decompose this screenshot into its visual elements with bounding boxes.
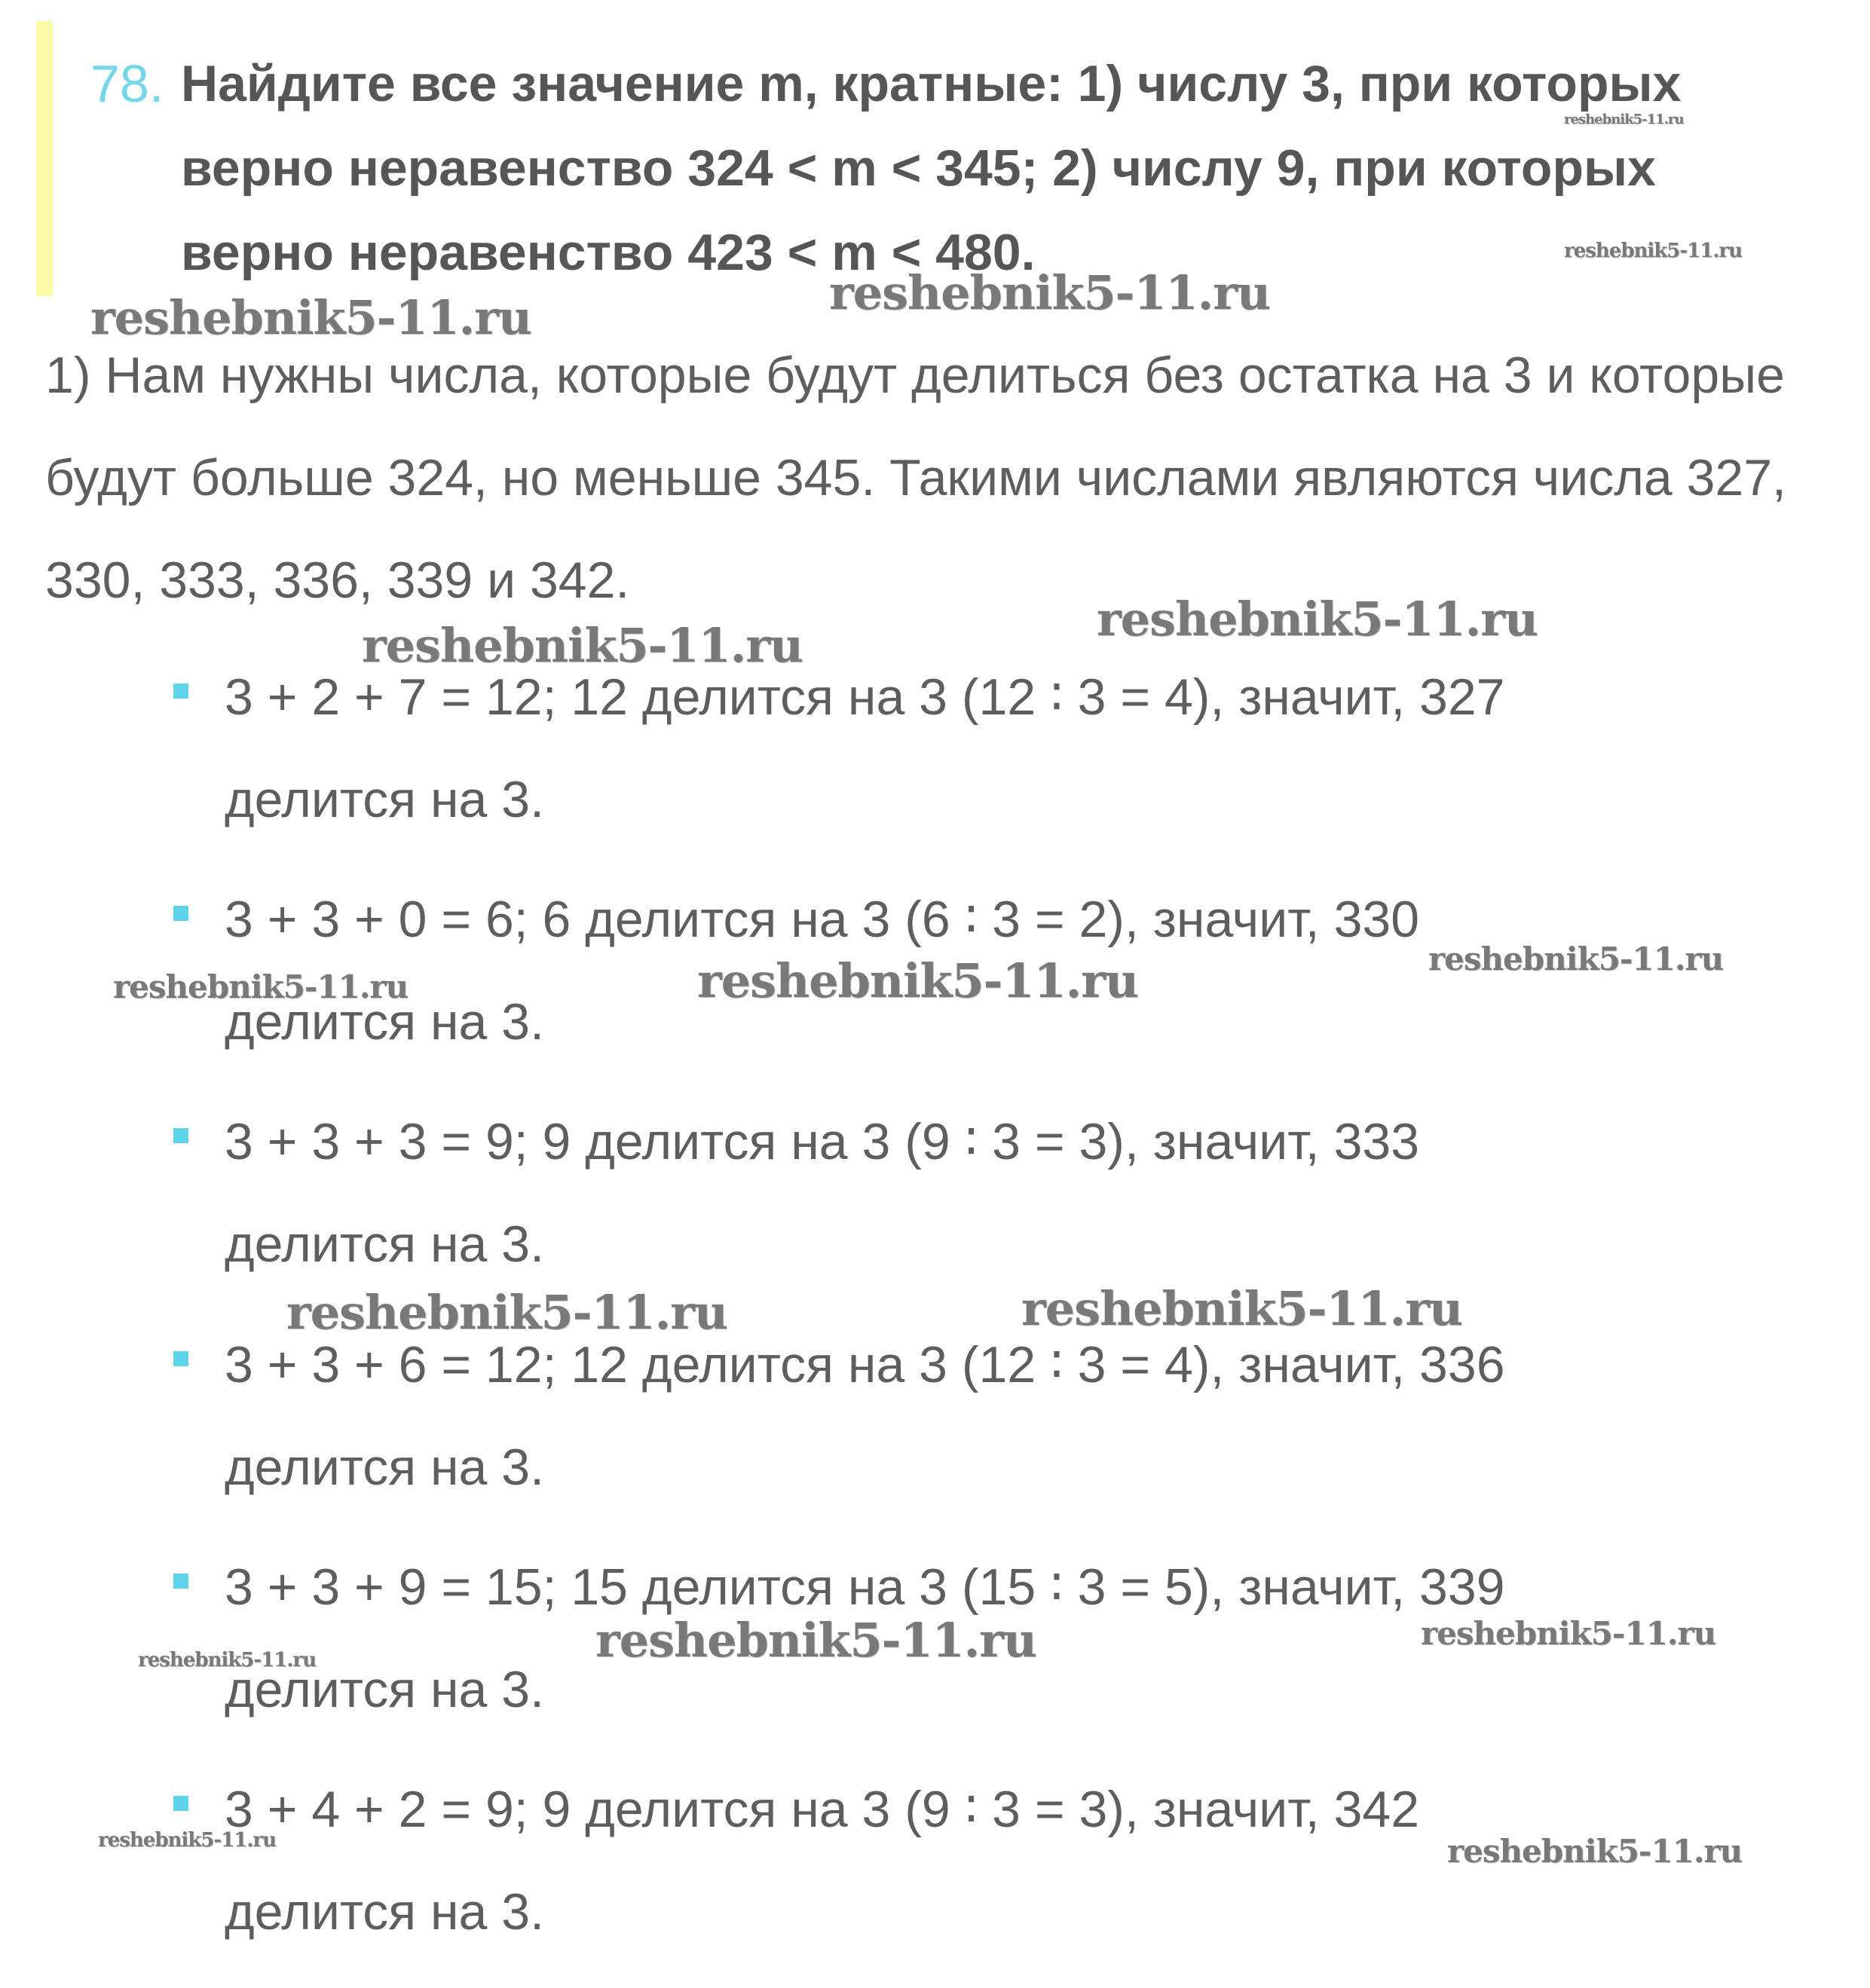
watermark: reshebnik5-11.ru bbox=[113, 968, 409, 1005]
bullet-icon bbox=[173, 1128, 188, 1143]
watermark: reshebnik5-11.ru bbox=[1097, 592, 1538, 647]
watermark: reshebnik5-11.ru bbox=[138, 1649, 317, 1671]
task-number: 78. bbox=[90, 54, 164, 113]
bullet-icon bbox=[173, 684, 188, 699]
watermark: reshebnik5-11.ru bbox=[1428, 940, 1724, 977]
list-item-line2: делится на 3. bbox=[225, 1883, 544, 1941]
list-item bbox=[225, 646, 1732, 851]
watermark: reshebnik5-11.ru bbox=[1421, 1615, 1716, 1652]
bullet-icon bbox=[173, 906, 188, 921]
watermark: reshebnik5-11.ru bbox=[90, 290, 531, 345]
list-item-line2: делится на 3. bbox=[225, 1661, 544, 1718]
watermark: reshebnik5-11.ru bbox=[1564, 112, 1684, 127]
list-item-line2: делится на 3. bbox=[225, 993, 544, 1051]
bullet-icon bbox=[173, 1574, 188, 1589]
bullet-icon bbox=[173, 1796, 188, 1811]
list-item-line2: делится на 3. bbox=[225, 1439, 544, 1496]
list-item bbox=[225, 1314, 1732, 1519]
list-item-line1: 3 + 2 + 7 = 12; 12 делится на 3 (12 ∶ 3 = 4), значит, 327 bbox=[225, 668, 1505, 726]
watermark: reshebnik5-11.ru bbox=[1447, 1833, 1743, 1870]
task-accent-bar bbox=[36, 21, 53, 296]
watermark: reshebnik5-11.ru bbox=[362, 618, 803, 673]
list-item-line1: 3 + 3 + 6 = 12; 12 делится на 3 (12 ∶ 3 = 4), значит, 336 bbox=[225, 1336, 1505, 1393]
watermark: reshebnik5-11.ru bbox=[595, 1613, 1036, 1668]
list-item-line2: делится на 3. bbox=[225, 771, 544, 828]
watermark: reshebnik5-11.ru bbox=[286, 1285, 727, 1340]
watermark: reshebnik5-11.ru bbox=[829, 265, 1270, 320]
task-text: Найдите все значение m, кратные: 1) числу 3, при которых верно неравенство 324 < m < 345; 2) числу 9, при которых верно неравенство 423 < m < 480. bbox=[181, 55, 1682, 281]
bullet-icon bbox=[173, 1351, 188, 1366]
list-item-line2: делится на 3. bbox=[225, 1216, 544, 1273]
watermark: reshebnik5-11.ru bbox=[98, 1829, 277, 1852]
watermark: reshebnik5-11.ru bbox=[1564, 240, 1743, 262]
watermark: reshebnik5-11.ru bbox=[697, 953, 1138, 1008]
list-item-line1: 3 + 4 + 2 = 9; 9 делится на 3 (9 ∶ 3 = 3), значит, 342 bbox=[225, 1781, 1420, 1838]
list-item-line1: 3 + 3 + 9 = 15; 15 делится на 3 (15 ∶ 3 = 5), значит, 339 bbox=[225, 1558, 1505, 1616]
list-item-line1: 3 + 3 + 0 = 6; 6 делится на 3 (6 ∶ 3 = 2), значит, 330 bbox=[225, 891, 1420, 948]
solution-intro: 1) Нам нужны числа, которые будут делиться без остатка на 3 и которые будут больше 324, но меньше 345. Такими числами являются числа 327, 330, 333, 336, 339 и 342. bbox=[45, 347, 1786, 609]
watermark: reshebnik5-11.ru bbox=[1021, 1281, 1462, 1336]
list-item bbox=[225, 1090, 1732, 1295]
list-item-line1: 3 + 3 + 3 = 9; 9 делится на 3 (9 ∶ 3 = 3), значит, 333 bbox=[225, 1113, 1420, 1170]
